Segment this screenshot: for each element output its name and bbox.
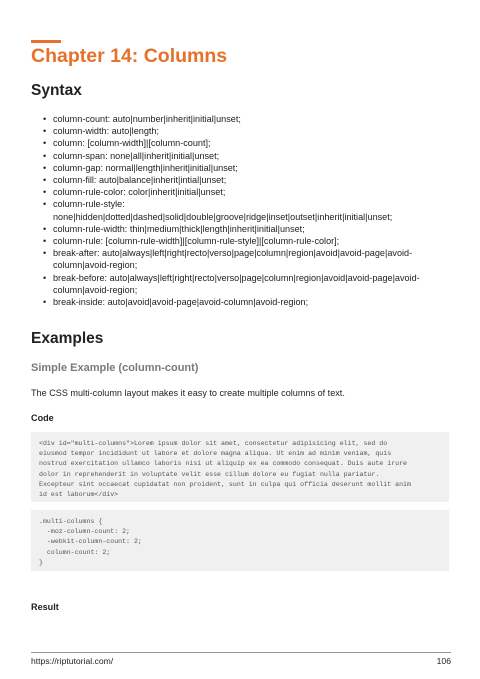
- footer-url-link[interactable]: https://riptutorial.com/: [31, 656, 114, 666]
- syntax-item: • column-span: none|all|inherit|initial|unset;: [31, 150, 451, 162]
- syntax-item: • column-width: auto|length;: [31, 125, 451, 137]
- html-code-block: [31, 432, 449, 502]
- syntax-item: • column-rule-color: color|inherit|initial|unset;: [31, 186, 451, 198]
- syntax-item: • column-count: auto|number|inherit|initial|unset;: [31, 113, 451, 125]
- syntax-item: • column-rule-style: none|hidden|dotted|dashed|solid|double|groove|ridge|inset|outset|inherit|initial|unset;: [31, 198, 451, 222]
- simple-example-heading: Simple Example (column-count): [31, 362, 199, 374]
- css-code-block: [31, 510, 449, 571]
- syntax-item: • break-after: auto|always|left|right|recto|verso|page|column|region|avoid|avoid-page|avoid-column|avoid-region;: [31, 247, 451, 271]
- syntax-item: • column-rule: [column-rule-width]|[column-rule-style]|[column-rule-color];: [31, 235, 451, 247]
- syntax-item: • column-gap: normal|length|inherit|initial|unset;: [31, 162, 451, 174]
- syntax-item: • column-fill: auto|balance|inherit|intial|unset;: [31, 174, 451, 186]
- result-heading: Result: [31, 602, 59, 612]
- syntax-list: [31, 113, 451, 308]
- syntax-heading: Syntax: [31, 82, 82, 99]
- html-code-text: <div id="multi-columns">Lorem ipsum dolor sit amet, consectetur adipisicing elit, sed do eiusmod tempor incididunt ut labore et dolore magna aliqua. Ut enim ad minim veniam, quis nostrud exercitation ullamco laboris nisi ut aliquip ex ea commodo consequat. Duis aute irure dolor in reprehenderit in voluptate velit esse cillum dolore eu fugiat nulla pariatur. Excepteur sint occaecat cupidatat non proident, sunt in culpa qui officia deserunt mollit anim id est laborum</div>: [39, 440, 411, 499]
- chapter-accent-bar: [31, 40, 61, 43]
- intro-paragraph: The CSS multi-column layout makes it easy to create multiple columns of text.: [31, 388, 345, 398]
- chapter-title: Chapter 14: Columns: [31, 45, 228, 67]
- syntax-item: • column-rule-width: thin|medium|thick|length|inherit|initial|unset;: [31, 223, 451, 235]
- examples-heading: Examples: [31, 330, 104, 347]
- code-heading: Code: [31, 413, 54, 423]
- css-code-text: .multi-columns { -moz-column-count: 2; -webkit-column-count: 2; column-count: 2; }: [39, 518, 142, 566]
- syntax-item: • break-before: auto|always|left|right|recto|verso|page|column|region|avoid|avoid-page|avoid-column|avoid-region;: [31, 272, 451, 296]
- footer-divider: [31, 652, 451, 653]
- syntax-item: • break-inside: auto|avoid|avoid-page|avoid-column|avoid-region;: [31, 296, 451, 308]
- page-number: 106: [436, 656, 451, 666]
- syntax-item: • column: [column-width]|[column-count];: [31, 137, 451, 149]
